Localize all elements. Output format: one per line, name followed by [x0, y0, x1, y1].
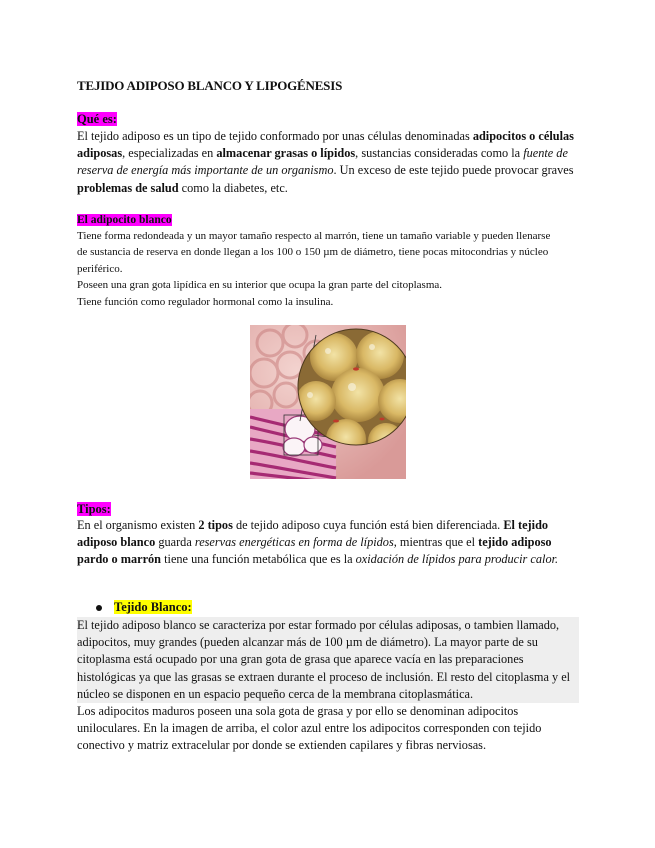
- text-run: guarda: [155, 535, 195, 550]
- italic-run: fuente de reserva de energía más importante de un organismo: [77, 146, 568, 178]
- tejido-blanco-text-1: El tejido adiposo blanco se caracteriza por estar formado por células adiposas, o tambien llamado, adipocitos, muy grandes (pueden alcanzar más de 100 µm de diámetro). La mayor parte de su citoplasma está ocupado por una gran gota de grasa que aparece vacía en las preparaciones histológicas ya que las grasas se extraen durante el proceso de inclusión. El resto del citoplasma y el núcleo se disponen en un espacio pequeño cerca de la membrana citoplasmática.: [77, 617, 579, 703]
- tejido-blanco-text-2: Los adipocitos maduros poseen una sola gota de grasa y por ello se denominan adipocitos uniloculares. En la imagen de arriba, el color azul entre los adipocitos corresponden con tejido conectivo y matriz extracelular por donde se extienden capilares y fibras nerviosas.: [77, 704, 542, 753]
- adipocito-paragraph: [77, 228, 557, 310]
- italic-run: oxidación de lípidos para producir calor.: [355, 552, 559, 567]
- que-es-heading-text: Qué es:: [77, 112, 117, 126]
- text-run: , mientras que el: [393, 535, 479, 550]
- bold-run: tejido adiposo pardo o marrón: [77, 535, 552, 567]
- section-heading-que-es: [77, 111, 117, 127]
- text-run: como la diabetes, etc.: [178, 180, 288, 195]
- tipos-paragraph: [77, 517, 577, 569]
- tejido-blanco-paragraph: [77, 617, 579, 755]
- text-run: de tejido adiposo cuya función está bien diferenciada.: [232, 518, 504, 532]
- section-heading-tipos: [77, 501, 111, 517]
- text-run: El tejido adiposo es un tipo de tejido conformado por unas células denominadas: [77, 129, 473, 143]
- bold-run: almacenar grasas o lípidos: [216, 146, 356, 161]
- bold-run: problemas de salud: [77, 180, 179, 195]
- text-run: , especializadas en: [122, 146, 217, 161]
- section-heading-adipocito: [77, 212, 172, 228]
- bold-run: adipocitos o células adiposas: [77, 129, 574, 161]
- bold-run: El tejido adiposo blanco: [77, 518, 549, 550]
- text-run: tiene una función metabólica que es la: [161, 552, 356, 567]
- tipos-heading-text: Tipos:: [77, 502, 111, 516]
- adipocito-line-1: Tiene forma redondeada y un mayor tamaño respecto al marrón, tiene un tamaño variable y pueden llenarse de sustancia de reserva en donde llegan a los 100 o 150 µm de diámetro, tiene pocas mitocondrias y núcleo periférico.: [77, 230, 551, 275]
- text-run: , sustancias consideradas como la: [355, 146, 524, 161]
- text-run: En el organismo existen: [77, 518, 199, 532]
- bullet-dot-icon: [96, 605, 102, 611]
- text-run: . Un exceso de este tejido puede provocar graves: [333, 163, 574, 178]
- adipose-tissue-figure: [250, 325, 406, 479]
- adipocito-heading-text: El adipocito blanco: [77, 214, 172, 226]
- bold-run: 2 tipos: [198, 518, 233, 532]
- que-es-paragraph: [77, 128, 582, 197]
- document-title: TEJIDO ADIPOSO BLANCO Y LIPOGÉNESIS: [77, 78, 343, 93]
- adipocito-line-2: Poseen una gran gota lipídica en su interior que ocupa la gran parte del citoplasma.: [77, 279, 443, 292]
- adipose-tissue-illustration: [250, 325, 406, 479]
- italic-run: reservas energéticas en forma de lípidos: [194, 535, 394, 550]
- tejido-blanco-bullet: [96, 600, 192, 615]
- adipocito-line-3: Tiene función como regulador hormonal como la insulina.: [77, 295, 334, 308]
- tejido-blanco-heading-text: Tejido Blanco:: [114, 600, 192, 614]
